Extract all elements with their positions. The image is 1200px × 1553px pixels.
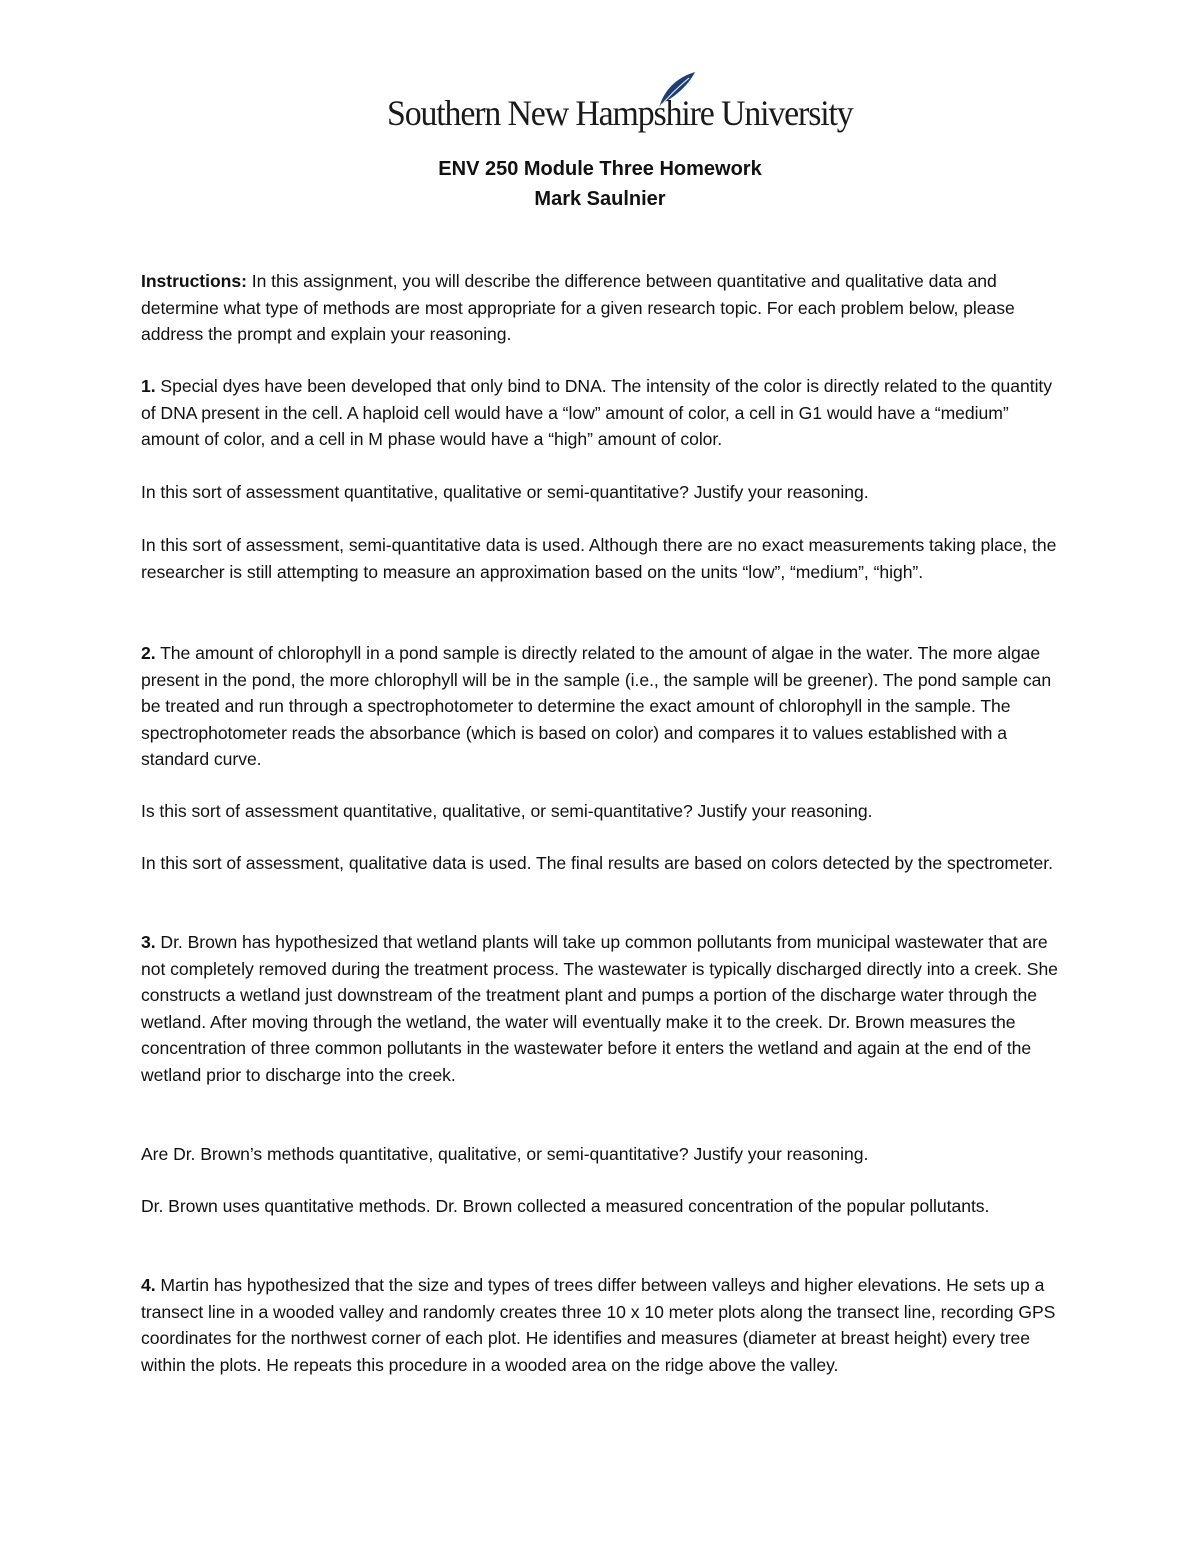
problem-number: 3.: [141, 932, 156, 952]
problem-1-prompt: [141, 373, 1066, 453]
problem-3-answer: Dr. Brown uses quantitative methods. Dr. Brown collected a measured concentration of the popular pollutants.: [141, 1196, 990, 1216]
problem-number: 1.: [141, 376, 156, 396]
leaf-icon: [639, 70, 699, 110]
author-name: Mark Saulnier: [534, 188, 666, 210]
problem-1-question: In this sort of assessment quantitative, qualitative or semi-quantitative? Justify your reasoning.: [141, 482, 869, 502]
instructions-text: In this assignment, you will describe the difference between quantitative and qualitative data and determine what type of methods are most appropriate for a given research topic. For each problem below, please address the prompt and explain your reasoning.: [141, 271, 1015, 344]
university-logo: [387, 70, 853, 136]
problem-text: The amount of chlorophyll in a pond sample is directly related to the amount of algae in the water. The more algae present in the pond, the more chlorophyll will be in the sample (i.e., the sample will be greener). The pond sample can be treated and run through a spectrophotometer to determine the exact amount of chlorophyll in the sample. The spectrophotometer reads the absorbance (which is based on color) and compares it to values established with a standard curve.: [141, 643, 1052, 769]
problem-text: Dr. Brown has hypothesized that wetland plants will take up common pollutants from municipal wastewater that are not completely removed during the treatment process. The wastewater is typically discharged directly into a creek. She constructs a wetland just downstream of the treatment plant and pumps a portion of the discharge water through the wetland. After moving through the wetland, the water will eventually make it to the creek. Dr. Brown measures the concentration of three common pollutants in the wastewater before it enters the wetland and again at the end of the wetland prior to discharge into the creek.: [141, 932, 1058, 1085]
problem-3-prompt: [141, 929, 1066, 1088]
instructions-paragraph: [141, 268, 1066, 348]
problem-text: Martin has hypothesized that the size and types of trees differ between valleys and higher elevations. He sets up a transect line in a wooded valley and randomly creates three 10 x 10 meter plots along the transect line, recording GPS coordinates for the northwest corner of each plot. He identifies and measures (diameter at breast height) every tree within the plots. He repeats this procedure in a wooded area on the ridge above the valley.: [141, 1275, 1056, 1375]
logo-text: Southern New Hampshire University: [387, 93, 853, 133]
problem-3-question: Are Dr. Brown’s methods quantitative, qualitative, or semi-quantitative? Justify your reasoning.: [141, 1144, 869, 1164]
problem-1-answer: In this sort of assessment, semi-quantitative data is used. Although there are no exact measurements taking place, the researcher is still attempting to measure an approximation based on the units “low”, “medium”, “high”.: [141, 535, 1057, 582]
problem-2-question: Is this sort of assessment quantitative, qualitative, or semi-quantitative? Justify your reasoning.: [141, 801, 873, 821]
instructions-label: Instructions:: [141, 271, 247, 291]
document-title: ENV 250 Module Three Homework: [438, 158, 762, 180]
problem-4-prompt: [141, 1272, 1066, 1378]
problem-number: 2.: [141, 643, 156, 663]
problem-number: 4.: [141, 1275, 156, 1295]
problem-2-prompt: [141, 640, 1066, 773]
problem-2-answer: In this sort of assessment, qualitative data is used. The final results are based on colors detected by the spectrometer.: [141, 853, 1053, 873]
problem-text: Special dyes have been developed that only bind to DNA. The intensity of the color is directly related to the quantity of DNA present in the cell. A haploid cell would have a “low” amount of color, a cell in G1 would have a “medium” amount of color, and a cell in M phase would have a “high” amount of color.: [141, 376, 1053, 449]
